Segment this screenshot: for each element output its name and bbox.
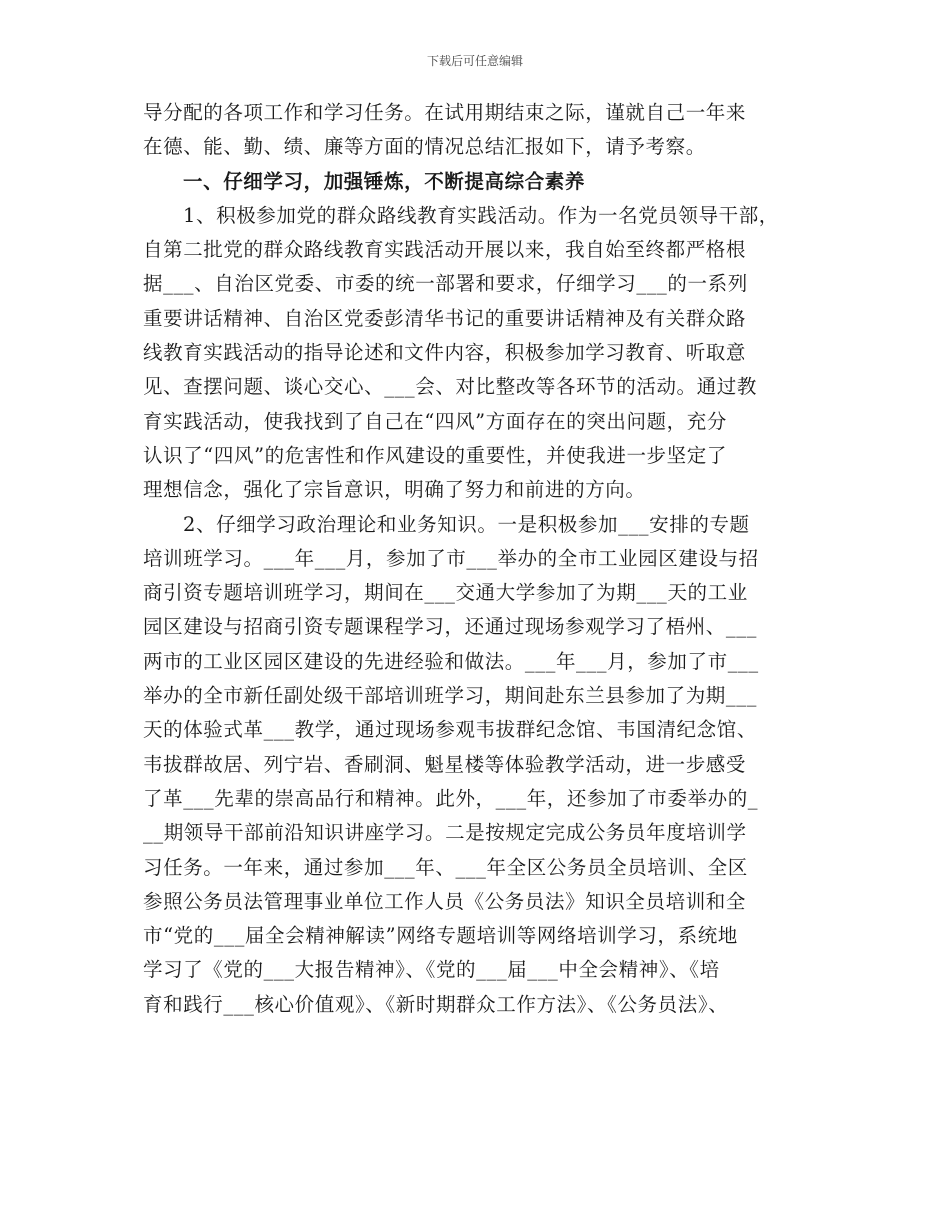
text-line: 导分配的各项工作和学习任务。在试用期结束之际，谨就自己一年来 [143, 101, 747, 124]
text-line: 重要讲话精神、自治区党委彭清华书记的重要讲话精神及有关群众路 [143, 306, 747, 330]
text-line: 商引资专题培训班学习，期间在___交通大学参加了为期___天的工业 [143, 581, 748, 605]
text-line: 两市的工业区园区建设的先进经验和做法。___年___月，参加了市___ [143, 649, 759, 673]
text-line: 认识了“四风”的危害性和作风建设的重要性，并使我进一步坚定了 [143, 443, 727, 467]
text-line: __期领导干部前沿知识讲座学习。二是按规定完成公务员年度培训学 [143, 821, 747, 845]
text-line: 市“党的___届全会精神解读”网络专题培训等网络培训学习，系统地 [143, 924, 738, 948]
text-line: 韦拔群故居、列宁岩、香刷洞、魁星楼等体验教学活动，进一步感受 [143, 752, 747, 776]
text-line: 培训班学习。___年___月，参加了市___举办的全市工业园区建设与招 [143, 546, 759, 570]
text-line: 园区建设与招商引资专题课程学习，还通过现场参观学习了梧州、___ [143, 615, 757, 639]
text-line: 天的体验式革___教学，通过现场参观韦拔群纪念馆、韦国清纪念馆、 [143, 718, 757, 742]
text-line: 据___、自治区党委、市委的统一部署和要求，仔细学习___的一系列 [143, 272, 748, 296]
text-line: 线教育实践活动的指导论述和文件内容，积极参加学习教育、听取意 [143, 341, 747, 365]
text-line: 了革___先辈的崇高品行和精神。此外，___年，还参加了市委举办的_ [143, 786, 759, 810]
section-heading: 一、仔细学习，加强锤炼，不断提高综合素养 [183, 169, 586, 193]
text-line: 学习了《党的___大报告精神》、《党的___届___中全会精神》、《培 [143, 958, 720, 982]
page-header: 下载后可任意编辑 [426, 54, 523, 68]
text-line: 在德、能、勤、绩、廉等方面的情况总结汇报如下，请予考察。 [143, 135, 706, 159]
text-line: 习任务。一年来，通过参加___年、___年全区公务员全员培训、全区 [143, 855, 748, 879]
text-line: 举办的全市新任副处级干部培训班学习，期间赴东兰县参加了为期___ [143, 684, 757, 708]
text-line: 1、积极参加党的群众路线教育实践活动。作为一名党员领导干部， [183, 203, 779, 227]
document-body [143, 96, 823, 1022]
text-line: 见、查摆问题、谈心交心、___会、对比整改等各环节的活动。通过教 [143, 375, 757, 399]
text-line: 育和践行___核心价值观》、《新时期群众工作方法》、《公务员法》、 [143, 992, 729, 1016]
text-line: 自第二批党的群众路线教育实践活动开展以来，我自始至终都严格根 [143, 238, 747, 262]
text-line: 2、仔细学习政治理论和业务知识。一是积极参加___安排的专题 [183, 512, 750, 536]
text-line: 理想信念，强化了宗旨意识，明确了努力和前进的方向。 [143, 478, 646, 502]
text-line: 参照公务员法管理事业单位工作人员《公务员法》知识全员培训和全 [143, 889, 747, 913]
text-line: 育实践活动，使我找到了自己在“四风”方面存在的突出问题，充分 [143, 409, 727, 433]
